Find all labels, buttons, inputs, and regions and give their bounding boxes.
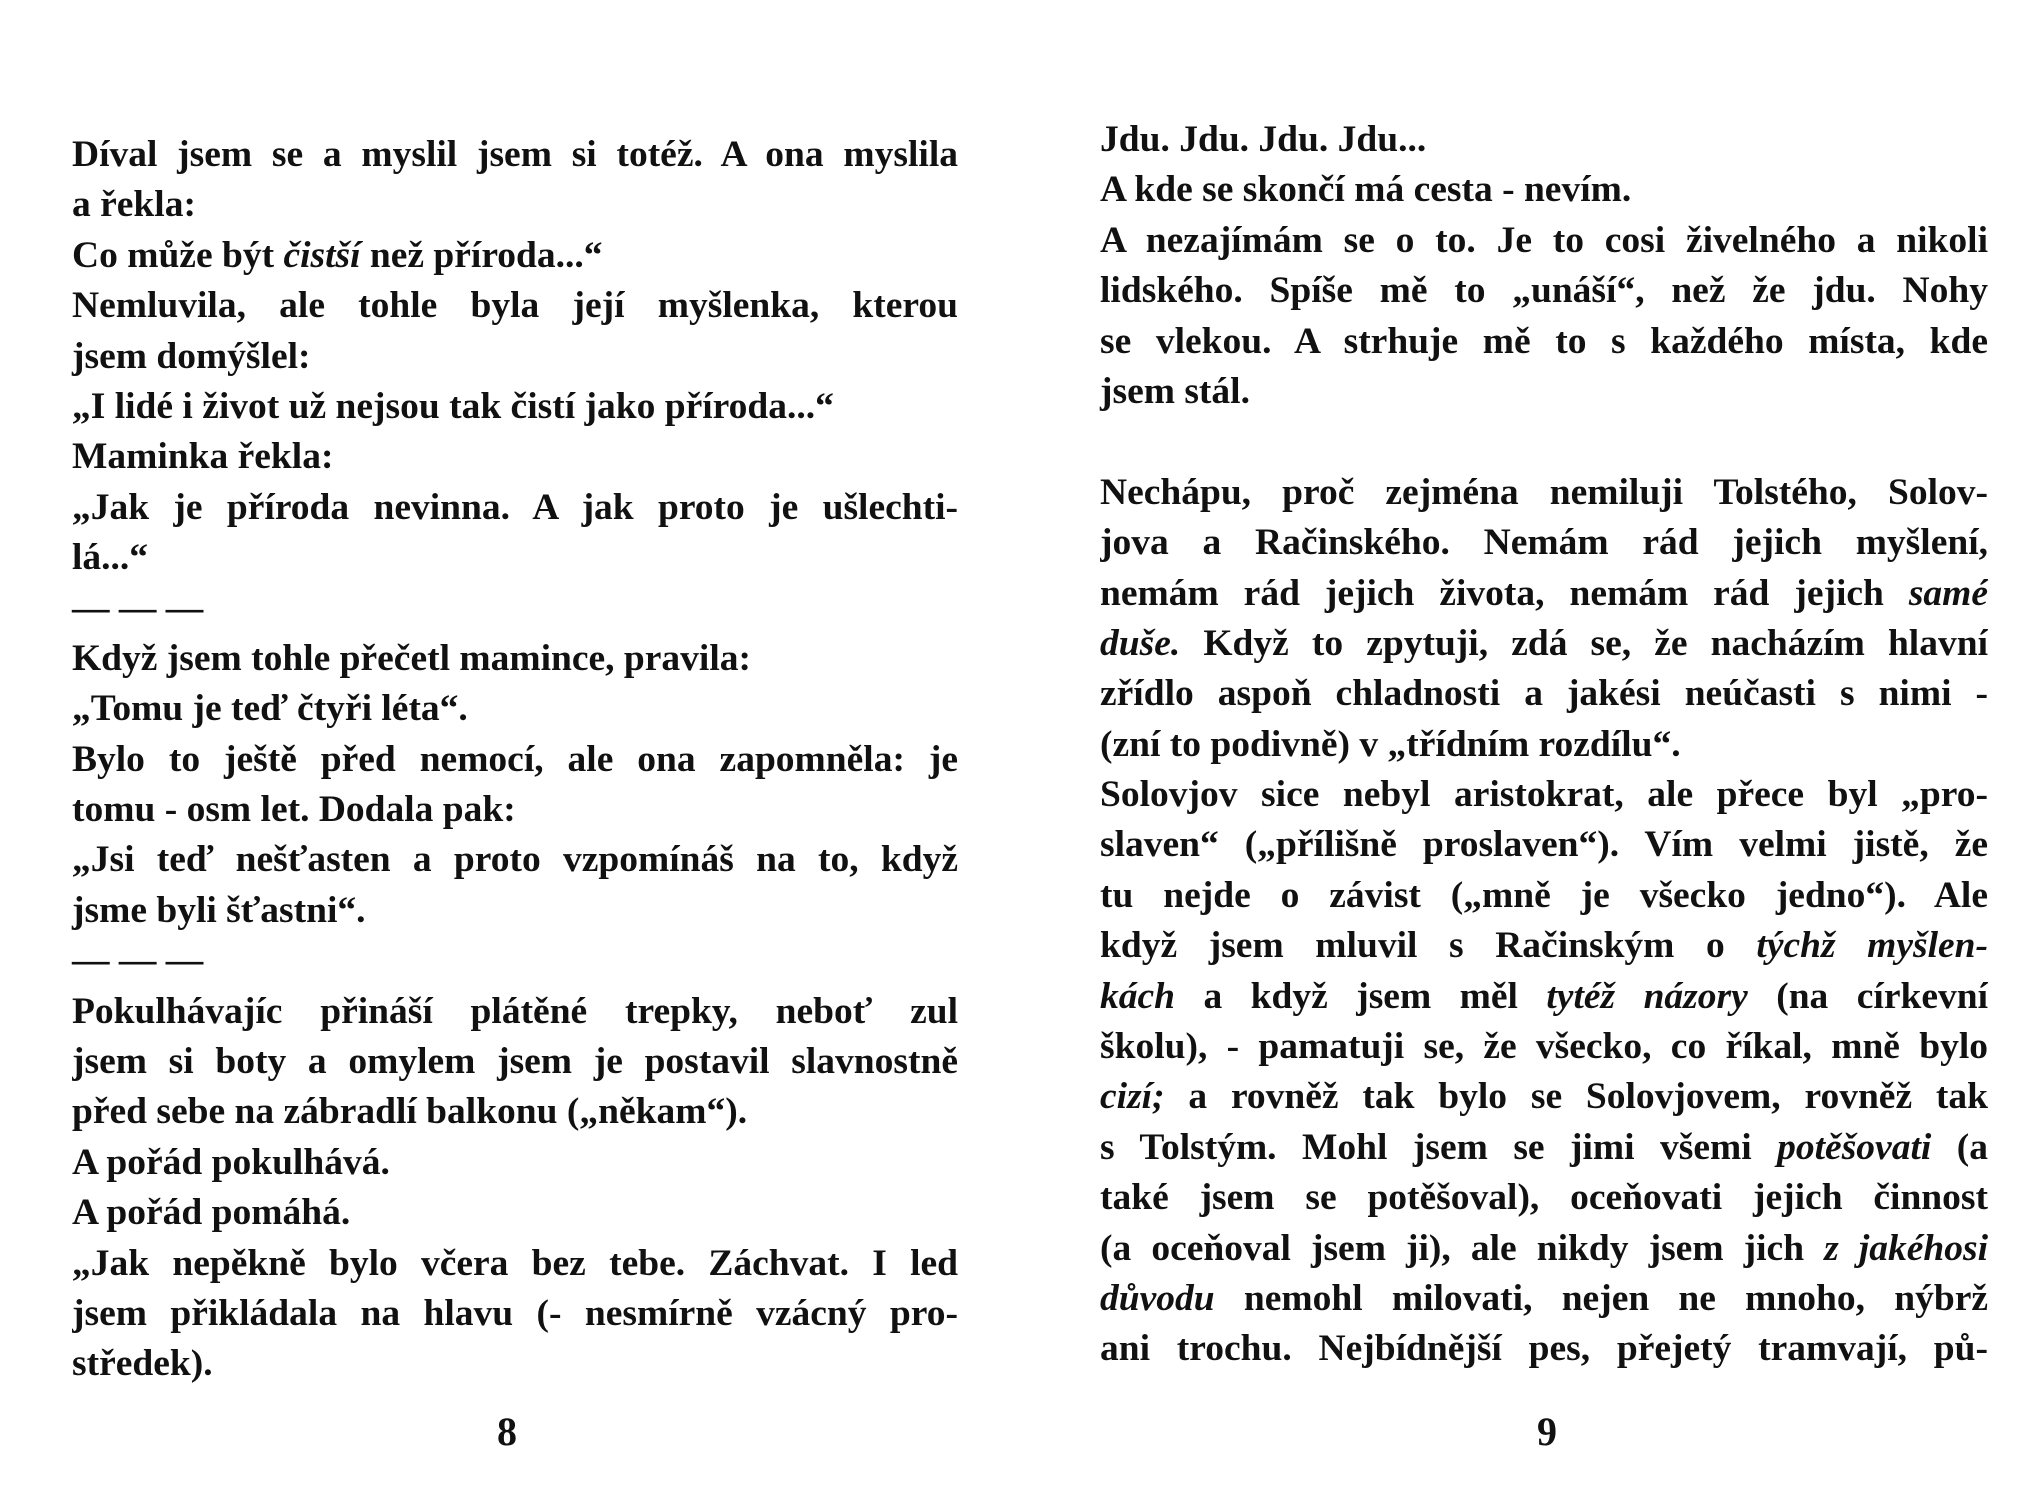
text-line <box>1100 1224 1988 1274</box>
text-segment: tu nejde o závist („mně je všecko jedno“). Ale <box>1100 874 1988 916</box>
text-line <box>72 735 958 785</box>
text-line <box>1100 1274 1988 1324</box>
text-line <box>1100 266 1988 316</box>
text-segment: zřídlo aspoň chladnosti a jakési neúčasti s nimi - <box>1100 673 1988 715</box>
text-segment: lidského. Spíše mě to „unáší“, než že jdu. Nohy <box>1100 270 1988 312</box>
text-segment: Díval jsem se a myslil jsem si totéž. A ona myslila <box>72 134 958 175</box>
right-page-text <box>1100 115 1988 1375</box>
text-segment: jsem přikládala na hlavu (- nesmírně vzácný pro- <box>72 1292 958 1334</box>
text-segment: Bylo to ještě před nemocí, ale ona zapomněla: je <box>72 738 958 780</box>
text-segment: (a <box>1931 1126 1988 1168</box>
text-segment: Solovjov sice nebyl aristokrat, ale přece byl „pro- <box>1100 774 1988 816</box>
text-segment: Když jsem tohle přečetl mamince, pravila: <box>72 637 751 679</box>
text-line <box>1100 165 1988 215</box>
text-line <box>72 936 958 986</box>
text-line <box>1100 871 1988 921</box>
text-segment: Co může být <box>72 234 284 276</box>
text-line <box>72 130 958 180</box>
text-segment: Když to zpytuji, zdá se, že nacházím hlavní <box>1180 622 1988 664</box>
italic-text: samé <box>1908 572 1988 614</box>
italic-text: z jakéhosi <box>1824 1227 1988 1269</box>
text-segment: „Tomu je teď čtyři léta“. <box>72 688 468 730</box>
text-segment: A nezajímám se o to. Je to cosi živelného a nikoli <box>1100 219 1988 261</box>
italic-text: tytéž názory <box>1546 975 1748 1017</box>
text-line <box>1100 569 1988 619</box>
text-line <box>72 1138 958 1188</box>
text-line <box>1100 367 1988 417</box>
text-segment: tomu - osm let. Dodala pak: <box>72 789 516 831</box>
text-segment: Nechápu, proč zejména nemiluji Tolstého, Solov- <box>1100 471 1988 513</box>
page-number-left: 8 <box>497 1409 517 1454</box>
text-segment: lá...“ <box>72 537 149 579</box>
text-line <box>72 1289 958 1339</box>
text-segment: „Jak nepěkně bylo včera bez tebe. Záchvat. I led <box>72 1242 958 1284</box>
text-line <box>72 1188 958 1238</box>
text-line <box>1100 921 1988 971</box>
text-line <box>72 1339 958 1389</box>
text-segment: s Tolstým. Mohl jsem se jimi všemi <box>1100 1126 1778 1168</box>
text-line <box>1100 669 1988 719</box>
text-line <box>1100 619 1988 669</box>
text-segment: když jsem mluvil s Račinským o <box>1100 925 1757 967</box>
text-segment: (a oceňoval jsem ji), ale nikdy jsem jich <box>1100 1227 1825 1269</box>
italic-text: cizí; <box>1100 1076 1165 1118</box>
text-line <box>1100 1123 1988 1173</box>
text-segment: „I lidé i život už nejsou tak čistí jako příroda...“ <box>72 385 834 427</box>
text-segment: před sebe na zábradlí balkonu („někam“). <box>72 1091 748 1133</box>
text-segment: jsme byli šťastni“. <box>72 889 366 931</box>
italic-text: čistší <box>283 234 361 276</box>
text-segment: a řekla: <box>72 184 196 226</box>
text-line <box>1100 1173 1988 1223</box>
text-segment: Pokulhávajíc přináší plátěné trepky, neboť zul <box>72 990 958 1032</box>
text-line <box>1100 972 1988 1022</box>
text-line <box>72 382 958 432</box>
italic-text: týchž myšlen- <box>1756 925 1988 967</box>
text-line <box>1100 468 1988 518</box>
text-line <box>72 1239 958 1289</box>
text-line <box>72 634 958 684</box>
text-line <box>72 835 958 885</box>
text-line <box>72 281 958 331</box>
text-segment: Nemluvila, ale tohle byla její myšlenka, kterou <box>72 285 958 327</box>
text-segment: slaven“ („přílišně proslaven“). Vím velmi jistě, že <box>1100 824 1988 866</box>
text-segment: středek). <box>72 1343 213 1385</box>
right-page <box>1017 0 2034 1500</box>
text-segment: A kde se skončí má cesta - nevím. <box>1100 169 1632 211</box>
text-line <box>1100 216 1988 266</box>
text-segment: Jdu. Jdu. Jdu. Jdu... <box>1100 119 1427 160</box>
text-line <box>72 785 958 835</box>
text-segment: také jsem se potěšoval), oceňovati jejich činnost <box>1100 1177 1988 1219</box>
text-segment: ani trochu. Nejbídnější pes, přejetý tramvají, pů- <box>1100 1328 1988 1370</box>
text-segment: — — — <box>72 587 204 629</box>
text-segment: (na církevní <box>1747 975 1988 1017</box>
page-number-right: 9 <box>1537 1409 1557 1454</box>
text-line <box>1100 417 1988 467</box>
text-line <box>72 231 958 281</box>
italic-text: kách <box>1100 975 1175 1017</box>
text-line <box>1100 1022 1988 1072</box>
text-segment: „Jak je příroda nevinna. A jak proto je ušlechti- <box>72 486 958 528</box>
text-line <box>1100 115 1988 165</box>
text-segment: Maminka řekla: <box>72 436 334 478</box>
text-segment: jsem domýšlel: <box>72 335 311 377</box>
text-segment: a když jsem měl <box>1175 975 1547 1017</box>
text-segment: jsem si boty a omylem jsem je postavil slavnostně <box>72 1041 958 1083</box>
italic-text: duše. <box>1100 622 1181 664</box>
text-line <box>72 987 958 1037</box>
text-segment: jova a Račinského. Nemám rád jejich myšlení, <box>1100 522 1988 564</box>
text-segment: školu), - pamatuji se, že všecko, co říkal, mně bylo <box>1100 1026 1988 1068</box>
text-segment: A pořád pokulhává. <box>72 1141 390 1183</box>
text-segment: jsem stál. <box>1100 370 1250 412</box>
text-line <box>72 483 958 533</box>
text-segment: (zní to podivně) v „třídním rozdílu“. <box>1100 723 1681 765</box>
text-line <box>72 1087 958 1137</box>
text-line <box>1100 1324 1988 1374</box>
text-segment: a rovněž tak bylo se Solovjovem, rovněž tak <box>1164 1076 1988 1118</box>
text-line <box>1100 720 1988 770</box>
text-line <box>1100 317 1988 367</box>
text-line <box>1100 518 1988 568</box>
text-line <box>72 332 958 382</box>
text-segment: nemám rád jejich života, nemám rád jejich <box>1100 572 1909 614</box>
text-line <box>72 533 958 583</box>
text-line <box>1100 1072 1988 1122</box>
left-page-text <box>72 130 958 1390</box>
text-line <box>72 180 958 230</box>
text-line <box>72 432 958 482</box>
italic-text: potěšovati <box>1777 1126 1932 1168</box>
text-segment: nemohl milovati, nejen ne mnoho, nýbrž <box>1214 1277 1988 1319</box>
text-line <box>72 1037 958 1087</box>
italic-text: důvodu <box>1100 1277 1215 1319</box>
text-line <box>72 684 958 734</box>
text-line <box>1100 820 1988 870</box>
text-line <box>1100 770 1988 820</box>
text-segment: „Jsi teď nešťasten a proto vzpomínáš na to, když <box>72 839 958 881</box>
text-line <box>72 584 958 634</box>
text-segment: se vlekou. A strhuje mě to s každého místa, kde <box>1100 320 1988 362</box>
text-segment: — — — <box>72 940 204 982</box>
text-segment: než příroda...“ <box>360 234 603 276</box>
text-segment: A pořád pomáhá. <box>72 1192 351 1234</box>
text-line <box>72 886 958 936</box>
